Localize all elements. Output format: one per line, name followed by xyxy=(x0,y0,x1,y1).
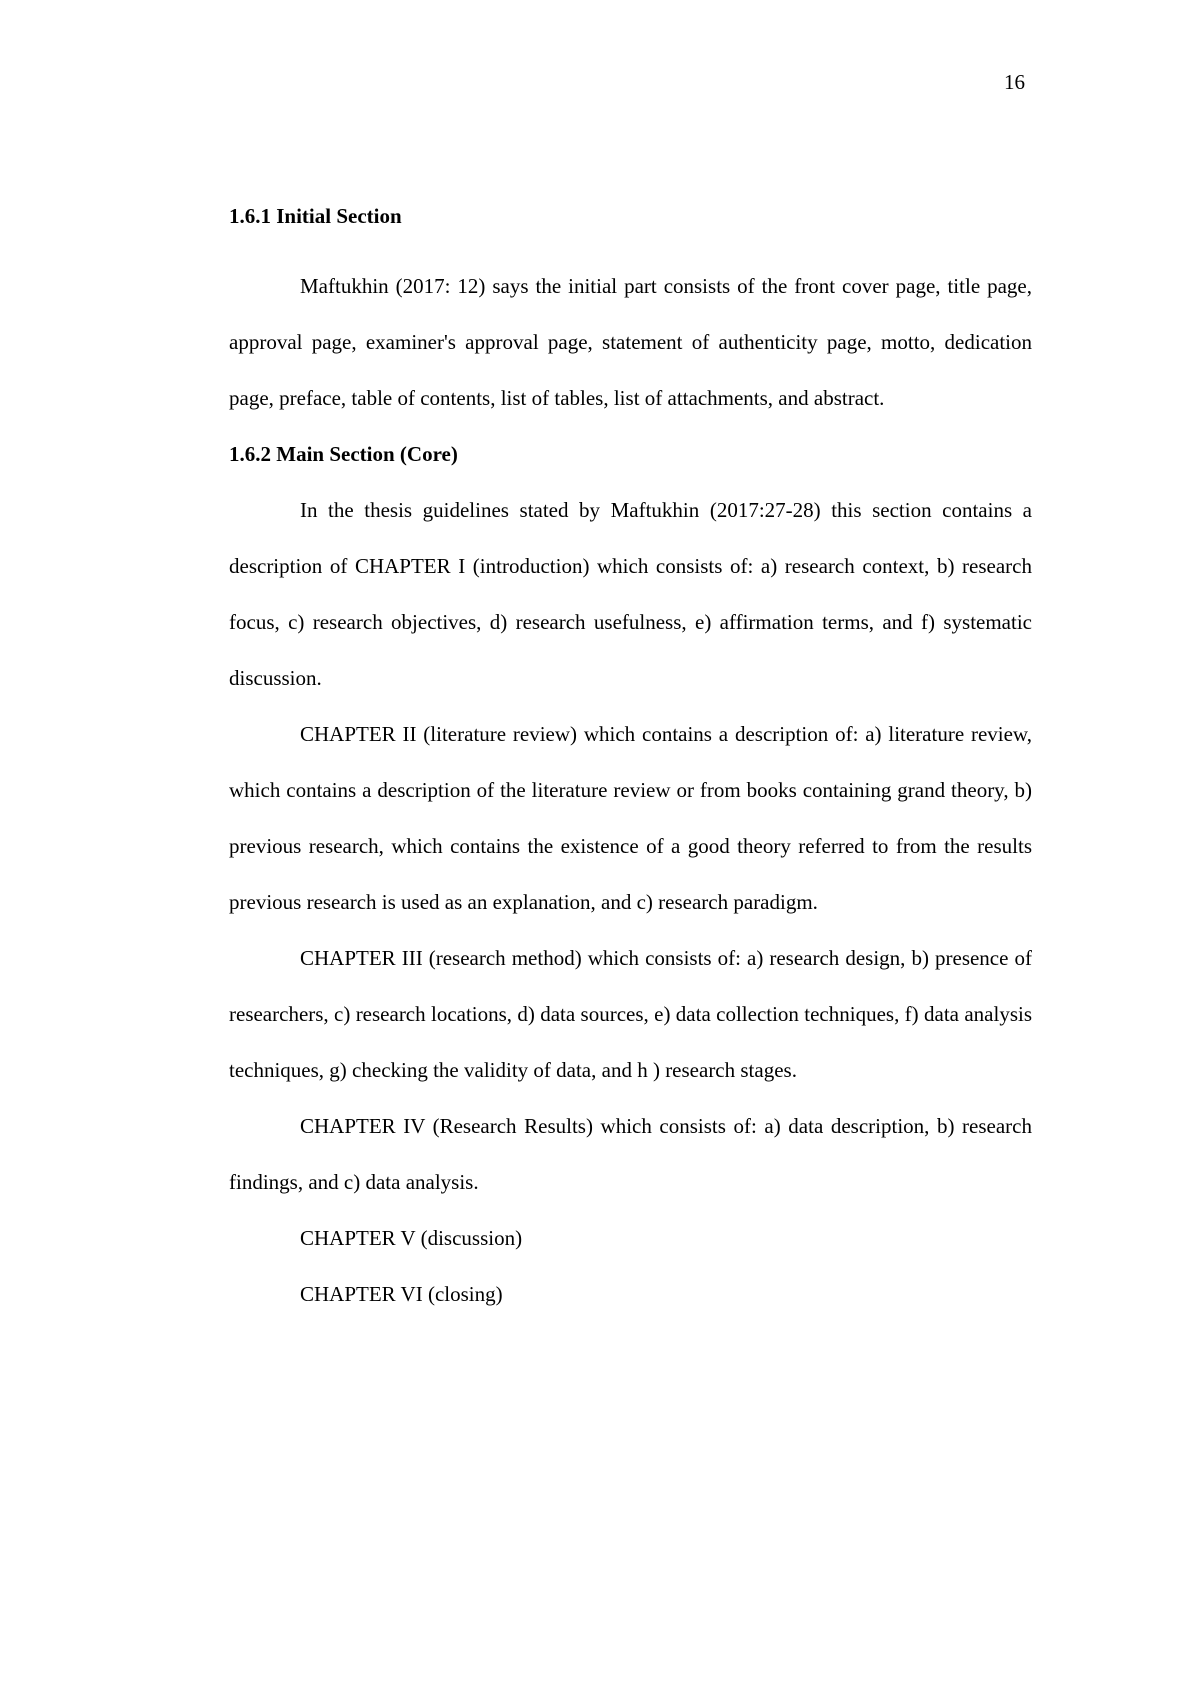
paragraph-chapter-2: CHAPTER II (literature review) which contains a description of: a) literature review, which contains a description of the literature review or from books containing grand theory, b) previous research, which contains the existence of a good theory referred to from the results previous research is used as an explanation, and c) research paradigm. xyxy=(229,722,1032,914)
paragraph-chapter-5: CHAPTER V (discussion) xyxy=(300,1226,523,1250)
page-number: 16 xyxy=(1004,70,1025,94)
paragraph-chapter-3: CHAPTER III (research method) which consists of: a) research design, b) presence of researchers, c) research locations, d) data sources, e) data collection techniques, f) data analysis techniques, g) checking the validity of data, and h ) research stages. xyxy=(229,946,1032,1082)
paragraph-initial-section: Maftukhin (2017: 12) says the initial part consists of the front cover page, title page, approval page, examiner's approval page, statement of authenticity page, motto, dedication page, preface, table of contents, list of tables, list of attachments, and abstract. xyxy=(229,274,1032,410)
paragraph-chapter-1: In the thesis guidelines stated by Maftukhin (2017:27-28) this section contains a description of CHAPTER I (introduction) which consists of: a) research context, b) research focus, c) research objectives, d) research usefulness, e) affirmation terms, and f) systematic discussion. xyxy=(229,498,1032,690)
document-body xyxy=(229,204,1032,1322)
section-heading-initial: 1.6.1 Initial Section xyxy=(229,204,402,228)
paragraph-chapter-6: CHAPTER VI (closing) xyxy=(300,1282,503,1306)
paragraph-chapter-4: CHAPTER IV (Research Results) which consists of: a) data description, b) research findings, and c) data analysis. xyxy=(229,1114,1032,1194)
section-heading-main: 1.6.2 Main Section (Core) xyxy=(229,442,458,466)
